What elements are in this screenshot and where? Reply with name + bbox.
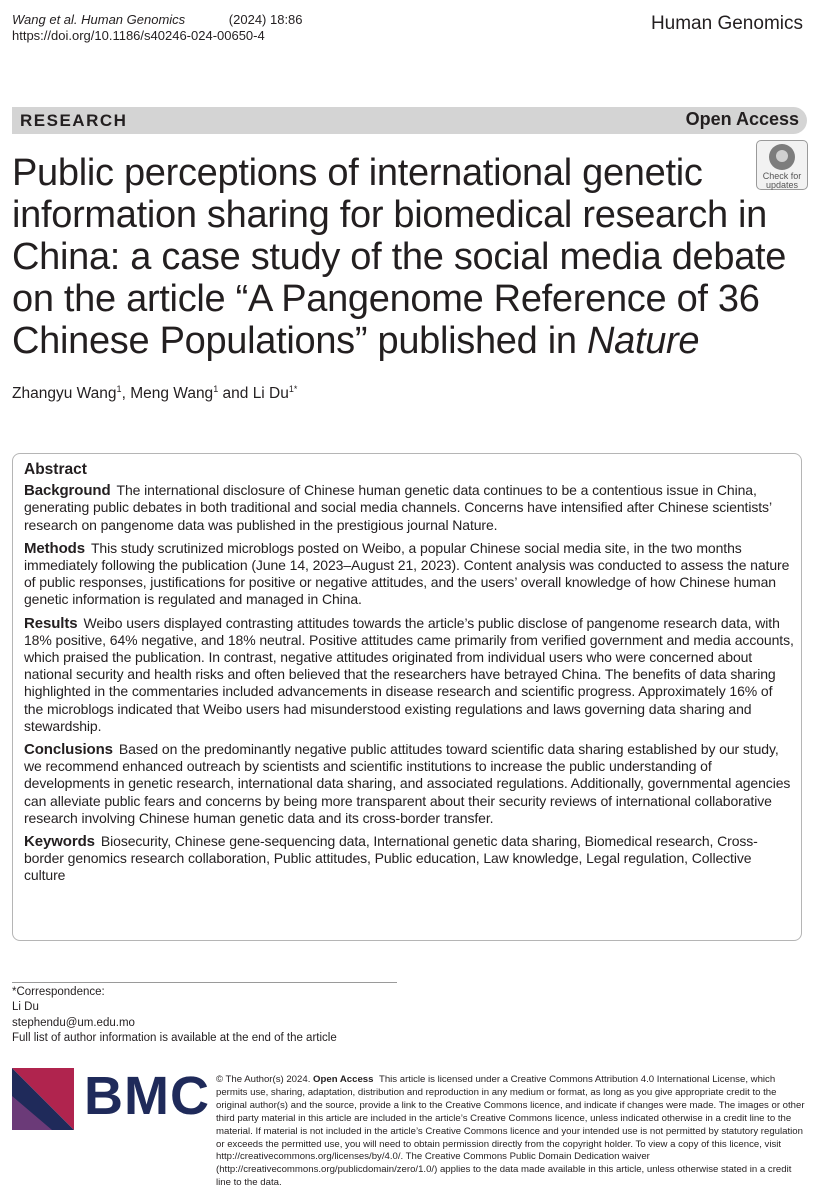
year-volume: (2024) 18:86 bbox=[228, 12, 303, 27]
correspondence-email[interactable]: stephendu@um.edu.mo bbox=[12, 1016, 135, 1029]
conclusions-text: Based on the predominantly negative public attitudes toward scientific data sharing established by our study, we recommend enhanced outreach by scientists and scientific institutions to increase the public understanding of developments in genetic research, international data sharing, and associated regulations. Additionally, governmental agencies can alleviate public fears and concerns by being more transparent about their security reviews of international collaborative research involving Chinese human genetic data and its cross-border transfer. bbox=[24, 741, 791, 826]
citation: Wang et al. Human Genomics bbox=[12, 12, 186, 27]
author-affiliation: 1* bbox=[288, 384, 298, 394]
background-text: The international disclosure of Chinese human genetic data continues to be a contentious issue in China, generating public debates in both traditional and social media channels. Concerns have intensified after Chinese scientists’ research on pangenome data was published in the prestigious journal Nature. bbox=[24, 482, 772, 533]
methods-text: This study scrutinized microblogs posted on Weibo, a popular Chinese social media site, in the two months immediately following the publication (June 14, 2023–August 21, 2023). Content analysis was conducted to assess the nature of public responses, justifications for positive or negative attitudes, and the users’ overall knowledge of how Chinese human genetic information is regulated and managed in China. bbox=[24, 539, 790, 608]
author-separator: and bbox=[218, 385, 253, 403]
correspondence-label: *Correspondence: bbox=[12, 986, 105, 998]
article-title bbox=[12, 152, 812, 362]
section-banner bbox=[12, 107, 807, 134]
author-affiliation: 1 bbox=[116, 384, 122, 394]
abstract-methods bbox=[24, 540, 794, 609]
bmc-logo-text: BMC bbox=[84, 1066, 210, 1126]
author-affiliation: 1 bbox=[213, 384, 219, 394]
correspondence bbox=[12, 985, 337, 1046]
conclusions-label: Conclusions bbox=[24, 741, 113, 759]
background-label: Background bbox=[24, 482, 111, 500]
keywords-label: Keywords bbox=[24, 833, 95, 851]
keywords-text: Biosecurity, Chinese gene-sequencing data, International genetic data sharing, Biomedical research, Cross-border genomics research collaboration, Public attitudes, Public education, Law knowledge, Legal regulation, Collective culture bbox=[24, 833, 758, 884]
doi-link[interactable]: https://doi.org/10.1186/s40246-024-00650-4 bbox=[12, 28, 265, 43]
license-text: This article is licensed under a Creative Commons Attribution 4.0 International License, which permits use, sharing, adaptation, distribution and reproduction in any medium or format, as long as you give appropriate credit to the original author(s) and the source, provide a link to the Creative Commons licence, and indicate if changes were made. The images or other third party material in this article are included in the article’s Creative Commons licence, unless indicated otherwise in a credit line to the material. If material is not included in the article’s Creative Commons licence and your intended use is not permitted by statutory regulation or exceeds the permitted use, you will need to obtain permission directly from the copyright holder. To view a copy of this licence, visit http://creativecommons.org/licenses/by/4.0/. The Creative Commons Public Domain Dedication waiver (http://creativecommons.org/publicdomain/zero/1.0/) applies to the data made available in this article, unless otherwise stated in a credit line to the data. bbox=[216, 1074, 805, 1189]
abstract-results bbox=[24, 615, 794, 735]
abstract-heading: Abstract bbox=[24, 461, 87, 478]
title-journal-italic: Nature bbox=[586, 320, 700, 362]
open-access-label: Open Access bbox=[685, 109, 799, 129]
copyright: © The Author(s) 2024. bbox=[216, 1074, 311, 1085]
abstract-box bbox=[12, 453, 802, 941]
methods-label: Methods bbox=[24, 539, 85, 557]
author-name[interactable]: Li Du bbox=[252, 385, 289, 403]
abstract-keywords bbox=[24, 833, 794, 885]
author-list bbox=[12, 384, 297, 403]
title-text: Public perceptions of international genetic information sharing for biomedical research in China: a case study of the social media debate on the article “A Pangenome Reference of 36 Chinese Populations” published in bbox=[12, 152, 787, 362]
results-text: Weibo users displayed contrasting attitudes towards the article’s public disclose of pangenome research data, with 18% positive, 64% negative, and 18% neutral. Positive attitudes came primarily from verified government and media accounts, which praised the publication. In contrast, negative attitudes originated from individual users who were concerned about national security and health risks and often believed that the researchers have betrayed China. The benefits of data sharing highlighted in the commentaries included advancements in disease research and scientific progress. Approximately 16% of the microblogs indicated that Weibo users had misunderstood existing regulations and laws governing data sharing and stewardship. bbox=[24, 614, 794, 734]
author-separator: , bbox=[121, 385, 131, 403]
author-name[interactable]: Zhangyu Wang bbox=[12, 385, 117, 403]
author-info-note: Full list of author information is available at the end of the article bbox=[12, 1031, 337, 1044]
running-header bbox=[12, 12, 303, 44]
abstract-conclusions bbox=[24, 741, 794, 827]
bmc-logo bbox=[12, 1062, 210, 1134]
abstract-background bbox=[24, 482, 794, 534]
badge-line1: Check for bbox=[762, 171, 802, 181]
journal-name: Human Genomics bbox=[650, 13, 803, 34]
section-label: RESEARCH bbox=[20, 111, 128, 130]
badge-line2: updates bbox=[765, 180, 799, 190]
license-notice bbox=[216, 1074, 808, 1190]
results-label: Results bbox=[24, 614, 78, 632]
footnote-divider bbox=[12, 982, 397, 983]
bmc-logo-mark-icon bbox=[12, 1068, 74, 1130]
author-name[interactable]: Meng Wang bbox=[130, 385, 214, 403]
license-open-access: Open Access bbox=[313, 1074, 374, 1085]
correspondence-name: Li Du bbox=[12, 1001, 39, 1014]
